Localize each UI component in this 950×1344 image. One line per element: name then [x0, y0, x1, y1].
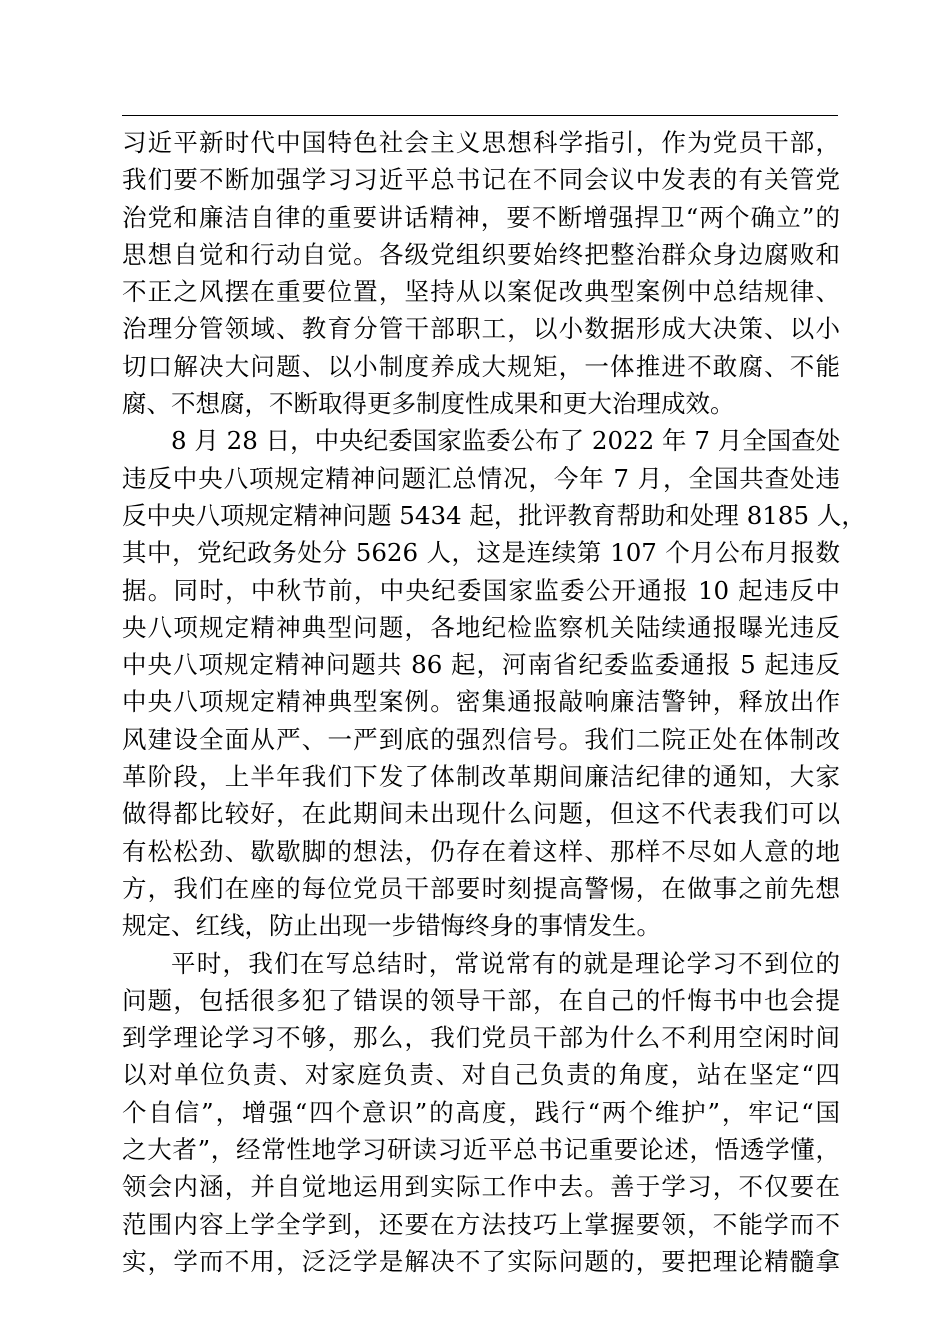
paragraph-2-line-8: 中央八项规定精神典型案例。密集通报敲响廉洁警钟，释放出作 [122, 687, 840, 717]
paragraph-1-line-4: 思想自觉和行动自觉。各级党组织要始终把整治群众身边腐败和 [122, 239, 840, 269]
paragraph-1-line-5: 不正之风摆在重要位置，坚持从以案促改典型案例中总结规律、 [122, 277, 840, 307]
paragraph-2-line-5: 据。同时，中秋节前，中央纪委国家监委公开通报 10 起违反中 [122, 575, 840, 605]
paragraph-2-line-3: 反中央八项规定精神问题 5434 起，批评教育帮助和处理 8185 人， [122, 500, 866, 530]
paragraph-2-line-14: 规定、红线，防止出现一步错悔终身的事情发生。 [122, 911, 661, 941]
paragraph-2-line-7: 中央八项规定精神问题共 86 起，河南省纪委监委通报 5 起违反 [122, 650, 840, 680]
paragraph-3-line-3: 到学理论学习不够，那么，我们党员干部为什么不利用空闲时间 [122, 1023, 840, 1053]
paragraph-2-line-10: 革阶段，上半年我们下发了体制改革期间廉洁纪律的通知，大家 [122, 762, 840, 792]
paragraph-3-line-1: 平时，我们在写总结时，常说常有的就是理论学习不到位的 [171, 948, 840, 978]
paragraph-2-line-12: 有松松劲、歇歇脚的想法，仍存在着这样、那样不尽如人意的地 [122, 836, 840, 866]
body-text [122, 124, 866, 1280]
paragraph-2-line-13: 方，我们在座的每位党员干部要时刻提高警惕，在做事之前先想 [122, 873, 840, 903]
paragraph-1-line-2: 我们要不断加强学习习近平总书记在不同会议中发表的有关管党 [122, 165, 840, 195]
paragraph-3-line-2: 问题，包括很多犯了错误的领导干部，在自己的忏悔书中也会提 [122, 985, 840, 1015]
paragraph-1-line-7: 切口解决大问题、以小制度养成大规矩，一体推进不敢腐、不能 [122, 351, 840, 381]
paragraph-2-line-4: 其中，党纪政务处分 5626 人，这是连续第 107 个月公布月报数 [122, 538, 840, 568]
paragraph-1-line-6: 治理分管领域、教育分管干部职工，以小数据形成大决策、以小 [122, 314, 840, 344]
header-rule [122, 115, 838, 116]
paragraph-2-line-6: 央八项规定精神典型问题，各地纪检监察机关陆续通报曝光违反 [122, 612, 840, 642]
paragraph-3-line-7: 领会内涵，并自觉地运用到实际工作中去。善于学习，不仅要在 [122, 1172, 840, 1202]
paragraph-2-line-2: 违反中央八项规定精神问题汇总情况，今年 7 月，全国共查处违 [122, 463, 840, 493]
paragraph-1-line-8: 腐、不想腐，不断取得更多制度性成果和更大治理成效。 [122, 389, 735, 419]
paragraph-2-line-9: 风建设全面从严、一严到底的强烈信号。我们二院正处在体制改 [122, 724, 840, 754]
paragraph-3-line-8: 范围内容上学全学到，还要在方法技巧上掌握要领，不能学而不 [122, 1209, 840, 1239]
paragraph-1-line-3: 治党和廉洁自律的重要讲话精神，要不断增强捍卫“两个确立”的 [122, 202, 840, 232]
paragraph-2-line-11: 做得都比较好，在此期间未出现什么问题，但这不代表我们可以 [122, 799, 840, 829]
paragraph-3-line-5: 个自信”，增强“四个意识”的高度，践行“两个维护”，牢记“国 [122, 1097, 840, 1127]
paragraph-3-line-6: 之大者”，经常性地学习研读习近平总书记重要论述，悟透学懂， [122, 1135, 840, 1165]
paragraph-3-line-4: 以对单位负责、对家庭负责、对自己负责的角度，站在坚定“四 [122, 1060, 840, 1090]
paragraph-3-line-9: 实，学而不用，泛泛学是解决不了实际问题的，要把理论精髓拿 [122, 1246, 840, 1276]
paragraph-2-line-1: 8 月 28 日，中央纪委国家监委公布了 2022 年 7 月全国查处 [171, 426, 841, 456]
paragraph-1-line-1: 习近平新时代中国特色社会主义思想科学指引，作为党员干部， [122, 128, 840, 157]
